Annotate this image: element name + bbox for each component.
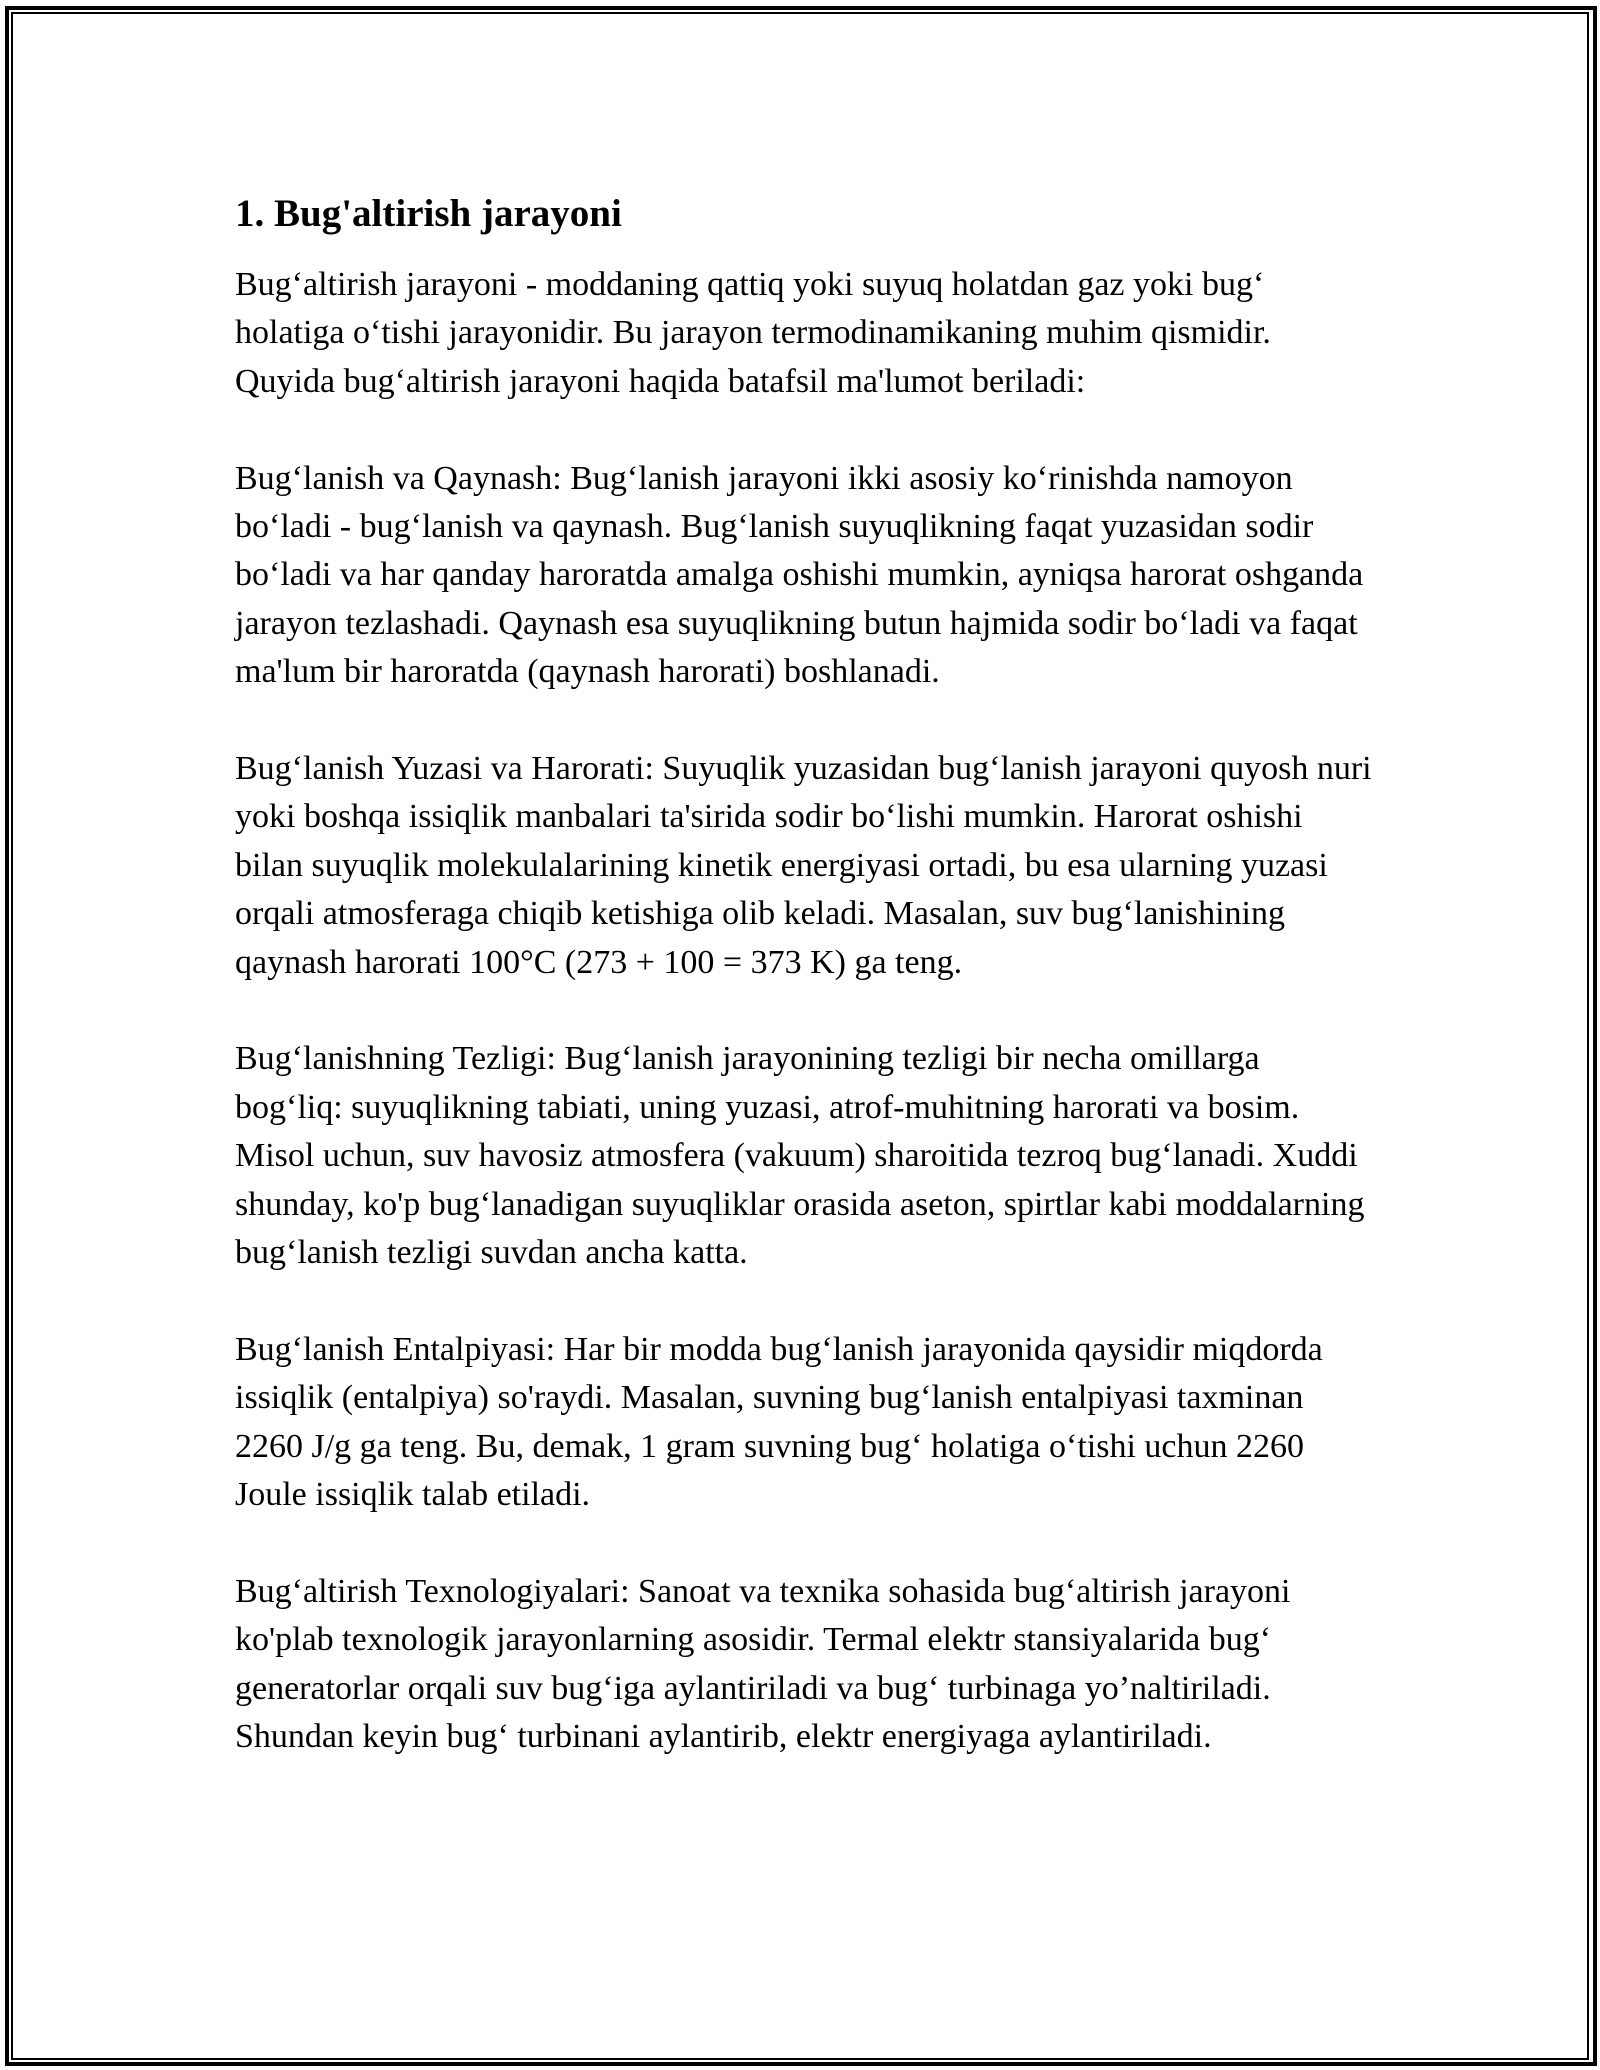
paragraph-surface-temperature: Bug‘lanish Yuzasi va Harorati: Suyuqlik yuzasidan bug‘lanish jarayoni quyosh nuri yoki boshqa issiqlik manbalari ta'sirida sodir bo‘lishi mumkin. Harorat oshishi bilan suyuqlik molekulalarining kinetik energiyasi ortadi, bu esa ularning yuzasi orqali atmosferaga chiqib ketishiga olib keladi. Masalan, suv bug‘lanishining qaynash harorati 100°C (273 + 100 = 373 K) ga teng. (235, 750, 1372, 981)
paragraph-technologies: Bug‘altirish Texnologiyalari: Sanoat va texnika sohasida bug‘altirish jarayoni ko'plab texnologik jarayonlarning asosidir. Termal elektr stansiyalarida bug‘ generatorlar orqali suv bug‘iga aylantiriladi va bug‘ turbinaga yo’naltiriladi. Shundan keyin bug‘ turbinani aylantirib, elektr energiyaga aylantiriladi. (235, 1572, 1291, 1756)
paragraph-evaporation-rate: Bug‘lanishning Tezligi: Bug‘lanish jarayonining tezligi bir necha omillarga bog‘liq: suyuqlikning tabiati, uning yuzasi, atrof-muhitning harorati va bosim. Misol uchun, suv havosiz atmosfera (vakuum) sharoitida tezroq bug‘lanadi. Xuddi shunday, ko'p bug‘lanadigan suyuqliklar orasida aseton, spirtlar kabi moddalarning bug‘lanish tezligi suvdan ancha katta. (235, 1040, 1365, 1272)
paragraph-enthalpy: Bug‘lanish Entalpiyasi: Har bir modda bug‘lanish jarayonida qaysidir miqdorda issiqlik (entalpiya) so'raydi. Masalan, suvning bug‘lanish entalpiyasi taxminan 2260 J/g ga teng. Bu, demak, 1 gram suvning bug‘ holatiga o‘tishi uchun 2260 Joule issiqlik talab etiladi. (235, 1330, 1323, 1514)
document-body (235, 185, 1375, 1810)
paragraph-intro: Bug‘altirish jarayoni - moddaning qattiq yoki suyuq holatdan gaz yoki bug‘ holatiga o‘tishi jarayonidir. Bu jarayon termodinamikaning muhim qismidir. Quyida bug‘altirish jarayoni haqida batafsil ma'lumot beriladi: (235, 266, 1271, 400)
section-heading: 1. Bug'altirish jarayoni (235, 192, 622, 235)
paragraph-evaporation-boiling: Bug‘lanish va Qaynash: Bug‘lanish jarayoni ikki asosiy ko‘rinishda namoyon bo‘ladi - bug‘lanish va qaynash. Bug‘lanish suyuqlikning faqat yuzasidan sodir bo‘ladi va har qanday haroratda amalga oshishi mumkin, ayniqsa harorat oshganda jarayon tezlashadi. Qaynash esa suyuqlikning butun hajmida sodir bo‘ladi va faqat ma'lum bir haroratda (qaynash harorati) boshlanadi. (235, 459, 1364, 691)
